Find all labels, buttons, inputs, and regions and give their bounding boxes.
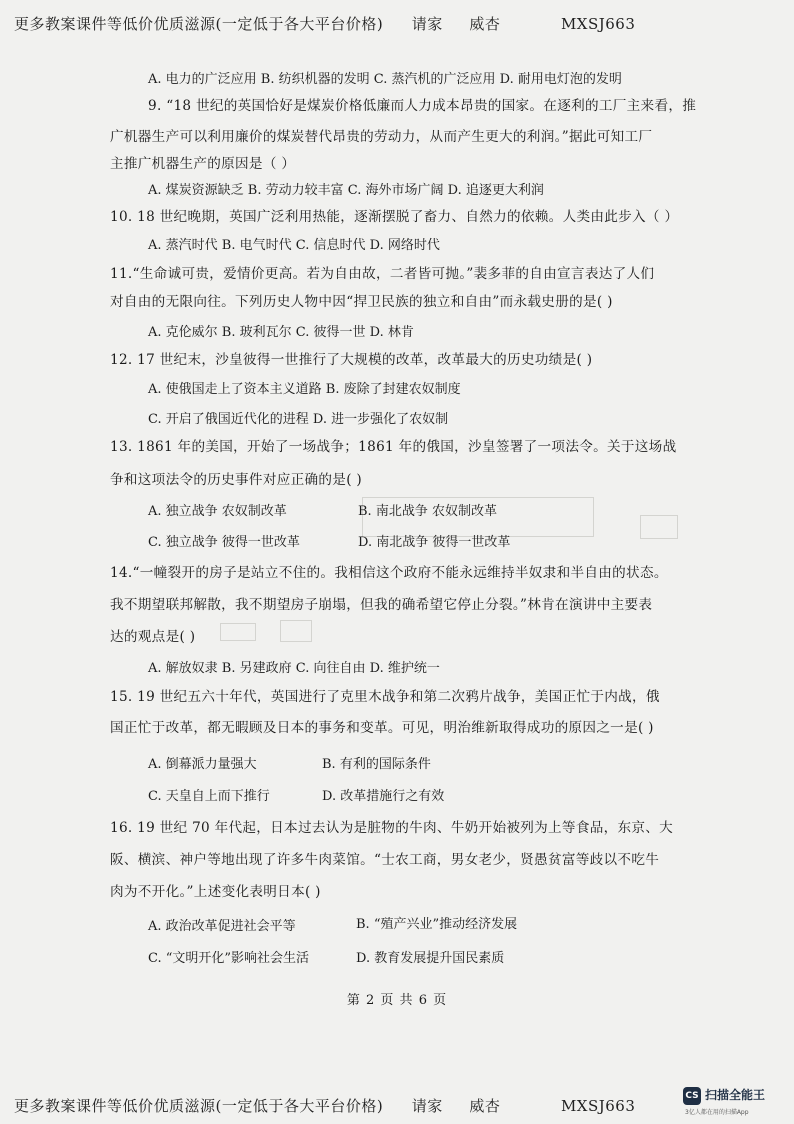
- q14-options: A. 解放奴隶 B. 另建政府 C. 向往自由 D. 维护统一: [148, 661, 440, 676]
- q13-option-d: D. 南北战争 彼得一世改革: [358, 535, 511, 550]
- banner-text: 更多教案课件等低价优质滋源(一定低于各大平台价格): [14, 1097, 384, 1115]
- q16-text-line: 肉为不开化。”上述变化表明日本( ): [110, 884, 321, 900]
- q12-text-line: 12. 17 世纪末，沙皇彼得一世推行了大规模的改革，改革最大的历史功绩是( ): [110, 352, 593, 368]
- q16-option-d: D. 教育发展提升国民素质: [356, 951, 505, 966]
- q13-text-line: 13. 1861 年的美国，开始了一场战争；1861 年的俄国，沙皇签署了一项法令。关于这场战: [110, 439, 677, 455]
- q11-text-line: 11.“生命诚可贵，爱情价更高。若为自由故，二者皆可抛。”裴多菲的自由宣言表达了人们: [110, 266, 655, 282]
- q10-options: A. 蒸汽时代 B. 电气时代 C. 信息时代 D. 网络时代: [148, 238, 440, 253]
- q16-option-b: B. “殖产兴业”推动经济发展: [356, 917, 518, 932]
- q16-option-c: C. “文明开化”影响社会生活: [148, 951, 310, 966]
- q11-text-line: 对自由的无限向往。下列历史人物中因“捍卫民族的独立和自由”而永载史册的是( ): [110, 294, 613, 310]
- q15-text-line: 15. 19 世纪五六十年代，英国进行了克里木战争和第二次鸦片战争，美国正忙于内战，俄: [110, 689, 660, 705]
- q15-option-d: D. 改革措施行之有效: [322, 789, 445, 804]
- banner-contact: 请家: [411, 1097, 443, 1115]
- page-number: 第 2 页 共 6 页: [346, 993, 448, 1008]
- q10-text-line: 10. 18 世纪晚期，英国广泛利用热能，逐渐摆脱了畜力、自然力的依赖。人类由此步入（ ）: [110, 209, 679, 225]
- q9-text-line: 主推广机器生产的原因是（ ）: [110, 156, 296, 172]
- banner-code: MXSJ663: [560, 1097, 636, 1115]
- q12-option-row: C. 开启了俄国近代化的进程 D. 进一步强化了农奴制: [148, 412, 449, 427]
- q16-text-line: 16. 19 世纪 70 年代起，日本过去认为是脏物的牛肉、牛奶开始被列为上等食品，东京、大: [110, 820, 674, 836]
- scanner-app-name: 扫描全能王: [705, 1088, 766, 1102]
- q14-text-line: 我不期望联邦解散，我不期望房子崩塌，但我的确希望它停止分裂。”林肯在演讲中主要表: [110, 597, 653, 613]
- q13-option-c: C. 独立战争 彼得一世改革: [148, 535, 300, 550]
- banner-name: 威杏: [469, 1097, 501, 1115]
- bottom-banner: [14, 1095, 635, 1116]
- scanner-app-tagline: 3亿人都在用的扫描App: [685, 1109, 749, 1116]
- bleed-through-box: [220, 623, 256, 641]
- q13-option-b: B. 南北战争 农奴制改革: [358, 504, 497, 519]
- q16-text-line: 阪、横滨、神户等地出现了许多牛肉菜馆。“士农工商，男女老少，贤愚贫富等歧以不吃牛: [110, 852, 660, 868]
- q15-option-c: C. 天皇自上而下推行: [148, 789, 270, 804]
- q15-text-line: 国正忙于改革，都无暇顾及日本的事务和变革。可见，明治维新取得成功的原因之一是( ): [110, 720, 654, 736]
- q11-options: A. 克伦威尔 B. 玻利瓦尔 C. 彼得一世 D. 林肯: [148, 325, 414, 340]
- q14-text-line: 达的观点是( ): [110, 629, 196, 645]
- banner-name: 威杏: [469, 15, 501, 33]
- banner-contact: 请家: [411, 15, 443, 33]
- banner-code: MXSJ663: [560, 15, 636, 33]
- q9-options: A. 煤炭资源缺乏 B. 劳动力较丰富 C. 海外市场广阔 D. 追逐更大利润: [148, 183, 544, 198]
- scanner-logo: [683, 1084, 793, 1118]
- q15-option-b: B. 有利的国际条件: [322, 757, 431, 772]
- bleed-through-box: [280, 620, 312, 642]
- q13-text-line: 争和这项法令的历史事件对应正确的是( ): [110, 472, 363, 488]
- top-banner: [14, 13, 635, 34]
- bleed-through-box: [640, 515, 678, 539]
- q13-option-a: A. 独立战争 农奴制改革: [148, 504, 287, 519]
- banner-text: 更多教案课件等低价优质滋源(一定低于各大平台价格): [14, 15, 384, 33]
- cs-logo-icon: CS: [683, 1087, 701, 1105]
- q15-option-a: A. 倒幕派力量强大: [148, 757, 257, 772]
- q16-option-a: A. 政治改革促进社会平等: [148, 919, 296, 934]
- q14-text-line: 14.“一幢裂开的房子是站立不住的。我相信这个政府不能永远维持半奴隶和半自由的状态。: [110, 565, 668, 581]
- q8-options: A. 电力的广泛应用 B. 纺织机器的发明 C. 蒸汽机的广泛应用 D. 耐用电灯泡的发明: [148, 72, 622, 87]
- q9-text-line: 9. “18 世纪的英国恰好是煤炭价格低廉而人力成本昂贵的国家。在逐利的工厂主来看，推: [148, 98, 697, 114]
- q12-option-row: A. 使俄国走上了资本主义道路 B. 废除了封建农奴制度: [148, 382, 461, 397]
- q9-text-line: 广机器生产可以利用廉价的煤炭替代昂贵的劳动力，从而产生更大的利润。”据此可知工厂: [110, 129, 653, 145]
